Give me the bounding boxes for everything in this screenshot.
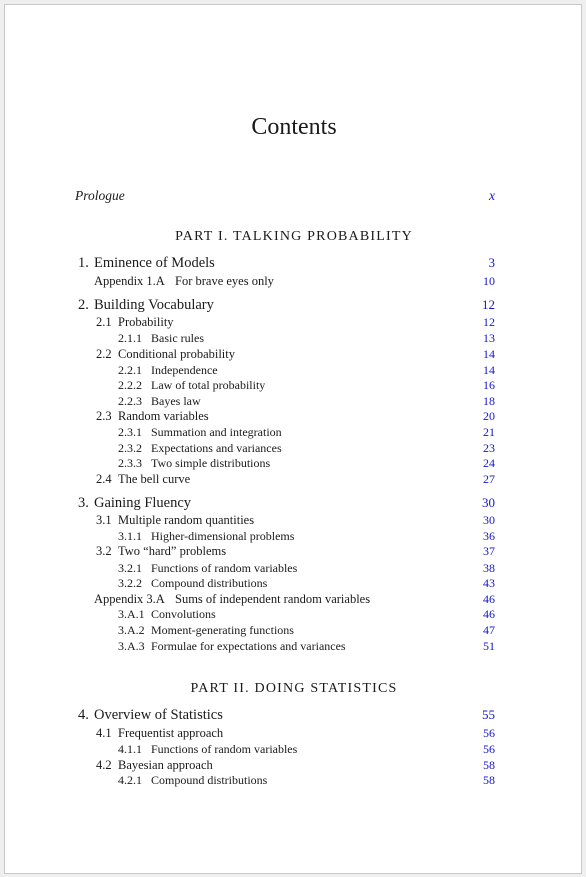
toc-label: Summation and integration bbox=[151, 425, 282, 439]
toc-number: 2.2.1 bbox=[118, 363, 142, 377]
page-title: Contents bbox=[251, 114, 337, 140]
toc-page-link[interactable]: 12 bbox=[482, 297, 495, 312]
toc-subsection[interactable] bbox=[5, 362, 581, 378]
toc-appendix[interactable] bbox=[5, 273, 581, 289]
toc-chapter[interactable] bbox=[5, 255, 581, 271]
toc-subsection[interactable] bbox=[5, 440, 581, 456]
toc-label: Gaining Fluency bbox=[94, 495, 192, 511]
toc-subsection[interactable] bbox=[5, 560, 581, 576]
toc-label: Expectations and variances bbox=[151, 441, 282, 455]
toc-label: Functions of random variables bbox=[151, 561, 298, 575]
toc-section[interactable] bbox=[5, 512, 581, 528]
toc-number: 2. bbox=[78, 297, 89, 313]
toc-label: Random variables bbox=[118, 409, 209, 423]
toc-number: 3.A.1 bbox=[118, 607, 145, 621]
toc-number: 2.4 bbox=[96, 472, 112, 486]
toc-label: Two simple distributions bbox=[151, 456, 271, 470]
toc-page-link[interactable]: 30 bbox=[482, 495, 495, 510]
toc-number: 2.3.3 bbox=[118, 456, 142, 470]
toc-label: Eminence of Models bbox=[94, 255, 215, 271]
toc-subsection[interactable] bbox=[5, 393, 581, 409]
toc-number: 3.2.2 bbox=[118, 576, 142, 590]
toc-page-link[interactable]: 46 bbox=[483, 592, 495, 606]
toc-number: 2.2.2 bbox=[118, 378, 142, 392]
toc-section[interactable] bbox=[5, 471, 581, 487]
toc-number: 2.3.1 bbox=[118, 425, 142, 439]
toc-label: Moment-generating functions bbox=[151, 623, 294, 637]
toc-number: 2.1.1 bbox=[118, 331, 142, 345]
toc-page-link[interactable]: 46 bbox=[483, 607, 495, 621]
toc-subsection[interactable] bbox=[5, 424, 581, 440]
toc-chapter[interactable] bbox=[5, 297, 581, 313]
toc-page-link[interactable]: 56 bbox=[483, 726, 495, 740]
toc-page-link[interactable]: 24 bbox=[483, 456, 495, 470]
toc-number: Appendix 3.A bbox=[94, 592, 165, 606]
toc-subsection[interactable] bbox=[5, 638, 581, 654]
toc-page-link[interactable]: 18 bbox=[483, 394, 495, 408]
toc-number: 4.1.1 bbox=[118, 742, 142, 756]
toc-page-link[interactable]: 30 bbox=[483, 513, 495, 527]
toc-label: Functions of random variables bbox=[151, 742, 298, 756]
toc-number: 3.A.2 bbox=[118, 623, 145, 637]
toc-section[interactable] bbox=[5, 346, 581, 362]
toc-page-link[interactable]: 43 bbox=[483, 576, 495, 590]
toc-page-link[interactable]: 10 bbox=[483, 274, 495, 288]
toc-label: For brave eyes only bbox=[175, 274, 274, 288]
prologue-label: Prologue bbox=[75, 188, 125, 203]
toc-label: Two “hard” problems bbox=[118, 544, 227, 558]
toc-number: 1. bbox=[78, 255, 89, 271]
toc-section[interactable] bbox=[5, 543, 581, 559]
toc-number: 4. bbox=[78, 707, 89, 723]
toc-page-link[interactable]: 27 bbox=[483, 472, 495, 486]
toc-page-link[interactable]: 23 bbox=[483, 441, 495, 455]
toc-number: 3.1 bbox=[96, 513, 112, 527]
toc-number: 3.1.1 bbox=[118, 529, 142, 543]
toc-label: Conditional probability bbox=[118, 347, 236, 361]
toc-page-link[interactable]: 38 bbox=[483, 561, 495, 575]
toc-subsection[interactable] bbox=[5, 772, 581, 788]
toc-number: 4.1 bbox=[96, 726, 112, 740]
toc-chapter[interactable] bbox=[5, 495, 581, 511]
toc-chapter[interactable] bbox=[5, 707, 581, 723]
toc-page-link[interactable]: 58 bbox=[483, 773, 495, 787]
toc-page-link[interactable]: 16 bbox=[483, 378, 495, 392]
toc-label: Basic rules bbox=[151, 331, 204, 345]
toc-subsection[interactable] bbox=[5, 575, 581, 591]
part-heading-2: PART II. DOING STATISTICS bbox=[190, 681, 398, 696]
toc-number: 3.2 bbox=[96, 544, 112, 558]
toc-subsection[interactable] bbox=[5, 455, 581, 471]
toc-label: Compound distributions bbox=[151, 576, 268, 590]
toc-page-link[interactable]: 21 bbox=[483, 425, 495, 439]
toc-page-link[interactable]: 14 bbox=[483, 347, 495, 361]
toc-section[interactable] bbox=[5, 757, 581, 773]
toc-label: Probability bbox=[118, 315, 174, 329]
toc-number: 2.1 bbox=[96, 315, 112, 329]
toc-subsection[interactable] bbox=[5, 741, 581, 757]
toc-label: Higher-dimensional problems bbox=[151, 529, 295, 543]
toc-subsection[interactable] bbox=[5, 528, 581, 544]
toc-page-link[interactable]: 14 bbox=[483, 363, 495, 377]
toc-label: Convolutions bbox=[151, 607, 216, 621]
toc-page-link[interactable]: 58 bbox=[483, 758, 495, 772]
toc-label: Overview of Statistics bbox=[94, 707, 223, 723]
toc-page-link[interactable]: 36 bbox=[483, 529, 495, 543]
toc-subsection[interactable] bbox=[5, 622, 581, 638]
toc-label: Formulae for expectations and variances bbox=[151, 639, 346, 653]
toc-appendix[interactable] bbox=[5, 591, 581, 607]
toc-number: 4.2 bbox=[96, 758, 112, 772]
toc-label: Bayes law bbox=[151, 394, 201, 408]
toc-number: 3. bbox=[78, 495, 89, 511]
toc-number: 2.3.2 bbox=[118, 441, 142, 455]
toc-label: Sums of independent random variables bbox=[175, 592, 371, 606]
toc-number: 3.2.1 bbox=[118, 561, 142, 575]
toc-page-link[interactable]: 51 bbox=[483, 639, 495, 653]
toc-label: Compound distributions bbox=[151, 773, 268, 787]
toc-number: 4.2.1 bbox=[118, 773, 142, 787]
toc-page-link[interactable]: 37 bbox=[483, 544, 495, 558]
toc-page-link[interactable]: 3 bbox=[488, 255, 495, 270]
document-page bbox=[4, 4, 582, 874]
toc-label: The bell curve bbox=[118, 472, 191, 486]
toc-label: Law of total probability bbox=[151, 378, 266, 392]
toc-label: Independence bbox=[151, 363, 218, 377]
toc-label: Bayesian approach bbox=[118, 758, 213, 772]
toc-section[interactable] bbox=[5, 725, 581, 741]
toc-label: Multiple random quantities bbox=[118, 513, 255, 527]
prologue-page-link[interactable]: x bbox=[489, 188, 495, 203]
toc-page-link[interactable]: 20 bbox=[483, 409, 495, 423]
toc-section[interactable] bbox=[5, 408, 581, 424]
toc-number: 2.2.3 bbox=[118, 394, 142, 408]
toc-label: Building Vocabulary bbox=[94, 297, 214, 313]
part-heading-1: PART I. TALKING PROBABILITY bbox=[175, 229, 413, 244]
toc-subsection[interactable] bbox=[5, 377, 581, 393]
toc-prologue[interactable] bbox=[75, 188, 581, 204]
toc-number: 2.2 bbox=[96, 347, 112, 361]
toc-subsection[interactable] bbox=[5, 606, 581, 622]
toc-page-link[interactable]: 47 bbox=[483, 623, 495, 637]
toc-page-link[interactable]: 56 bbox=[483, 742, 495, 756]
toc-page-link[interactable]: 13 bbox=[483, 331, 495, 345]
toc-page-link[interactable]: 55 bbox=[482, 707, 495, 722]
toc-number: Appendix 1.A bbox=[94, 274, 165, 288]
toc-subsection[interactable] bbox=[5, 330, 581, 346]
toc-number: 3.A.3 bbox=[118, 639, 145, 653]
toc-page-link[interactable]: 12 bbox=[483, 315, 495, 329]
toc-label: Frequentist approach bbox=[118, 726, 224, 740]
toc-number: 2.3 bbox=[96, 409, 112, 423]
toc-section[interactable] bbox=[5, 314, 581, 330]
